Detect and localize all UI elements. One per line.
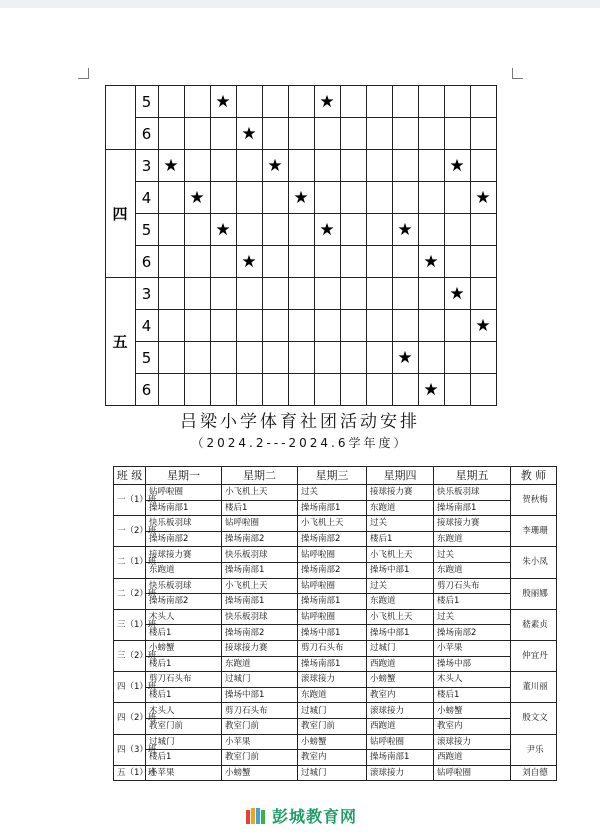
book-logo-icon xyxy=(245,806,267,826)
column-header: 星期五 xyxy=(434,467,511,485)
teacher-cell: 贺秋梅 xyxy=(511,485,557,516)
lesson-number: 6 xyxy=(141,381,152,399)
star-mark: ★ xyxy=(241,252,257,272)
location-cell: 操场南部2 xyxy=(146,594,222,610)
activity-cell: 快乐板羽球 xyxy=(222,547,298,563)
activity-cell: 接球接力赛 xyxy=(367,485,434,501)
teacher-cell: 董川丽 xyxy=(511,672,557,703)
location-cell: 操场南部1 xyxy=(298,594,367,610)
teacher-cell: 尹乐 xyxy=(511,734,557,765)
location-cell: 操场中部 xyxy=(434,656,511,672)
location-cell: 操场南部1 xyxy=(222,562,298,578)
table-row xyxy=(114,594,557,610)
activity-cell: 接球接力赛 xyxy=(222,640,298,656)
lesson-number: 6 xyxy=(141,253,152,271)
star-mark: ★ xyxy=(319,92,335,112)
star-mark: ★ xyxy=(189,188,205,208)
logo-bar xyxy=(246,810,250,824)
location-cell: 操场中部1 xyxy=(222,687,298,703)
table-row xyxy=(114,718,557,734)
table-row xyxy=(114,656,557,672)
activity-cell: 剪刀石头布 xyxy=(434,578,511,594)
class-cell: 四（3）班 xyxy=(114,734,146,765)
activity-cell: 木头人 xyxy=(434,672,511,688)
location-cell: 操场南部2 xyxy=(298,531,367,547)
activity-cell: 接球接力赛 xyxy=(146,547,222,563)
schedule-table xyxy=(113,466,557,781)
location-cell: 东跑道 xyxy=(367,500,434,516)
teacher-cell: 嵇素贞 xyxy=(511,609,557,640)
activity-cell: 过关 xyxy=(434,547,511,563)
location-cell: 东跑道 xyxy=(367,594,434,610)
location-cell: 西跑道 xyxy=(434,750,511,766)
location-cell: 操场南部1 xyxy=(298,500,367,516)
column-header: 星期二 xyxy=(222,467,298,485)
location-cell: 操场南部1 xyxy=(222,594,298,610)
lesson-number: 6 xyxy=(141,125,152,143)
activity-cell: 小苹果 xyxy=(434,640,511,656)
column-header: 班 级 xyxy=(114,467,146,485)
location-cell: 西跑道 xyxy=(367,718,434,734)
table-row xyxy=(114,750,557,766)
activity-cell: 钻呼啦圈 xyxy=(367,734,434,750)
class-cell: 五（1）班 xyxy=(114,765,146,781)
star-mark: ★ xyxy=(241,124,257,144)
logo-bar xyxy=(256,808,260,824)
location-cell: 楼后1 xyxy=(146,625,222,641)
lesson-number: 4 xyxy=(141,317,152,335)
activity-cell: 钻呼啦圈 xyxy=(146,485,222,501)
table-row xyxy=(114,625,557,641)
table-row xyxy=(114,562,557,578)
activity-cell: 过城门 xyxy=(367,640,434,656)
table-row xyxy=(114,516,557,532)
activity-cell: 过关 xyxy=(434,609,511,625)
table-row xyxy=(114,687,557,703)
table-row xyxy=(114,703,557,719)
lesson-number: 3 xyxy=(141,157,152,175)
star-mark: ★ xyxy=(423,252,439,272)
activity-cell: 过城门 xyxy=(298,703,367,719)
location-cell: 楼后1 xyxy=(146,656,222,672)
lesson-number: 5 xyxy=(141,349,152,367)
activity-cell: 木头人 xyxy=(146,609,222,625)
location-cell: 西跑道 xyxy=(367,656,434,672)
location-cell: 操场南部2 xyxy=(222,625,298,641)
activity-cell: 钻呼啦圈 xyxy=(298,578,367,594)
star-mark: ★ xyxy=(319,220,335,240)
activity-cell: 小苹果 xyxy=(222,734,298,750)
teacher-cell: 李珊珊 xyxy=(511,516,557,547)
activity-cell: 钻呼啦圈 xyxy=(298,547,367,563)
location-cell: 教室内 xyxy=(434,718,511,734)
table-row xyxy=(114,640,557,656)
lesson-number: 3 xyxy=(141,285,152,303)
activity-cell: 小飞机上天 xyxy=(367,547,434,563)
star-mark: ★ xyxy=(215,92,231,112)
activity-cell: 小飞机上天 xyxy=(367,609,434,625)
class-cell: 三（2）班 xyxy=(114,640,146,671)
star-mark: ★ xyxy=(293,188,309,208)
activity-cell: 过关 xyxy=(298,485,367,501)
star-mark: ★ xyxy=(267,156,283,176)
location-cell: 教室门前 xyxy=(222,750,298,766)
location-cell: 东跑道 xyxy=(298,687,367,703)
location-cell: 操场南部1 xyxy=(146,500,222,516)
activity-cell: 过关 xyxy=(367,516,434,532)
location-cell: 楼后1 xyxy=(146,687,222,703)
location-cell: 操场南部1 xyxy=(367,750,434,766)
teacher-cell: 刘自德 xyxy=(511,765,557,781)
location-cell: 楼后1 xyxy=(222,500,298,516)
top-toolbar-strip xyxy=(0,0,600,8)
class-cell: 四（2）班 xyxy=(114,703,146,734)
table-row xyxy=(114,765,557,781)
activity-grid xyxy=(105,83,497,403)
location-cell: 东跑道 xyxy=(434,531,511,547)
class-cell: 二（2）班 xyxy=(114,578,146,609)
activity-cell: 钻呼啦圈 xyxy=(298,609,367,625)
page-title: 吕梁小学体育社团活动安排 xyxy=(180,412,420,432)
activity-cell: 小飞机上天 xyxy=(298,516,367,532)
class-cell: 三（1）班 xyxy=(114,609,146,640)
column-header: 教 师 xyxy=(511,467,557,485)
lesson-number: 5 xyxy=(141,221,152,239)
table-row xyxy=(114,734,557,750)
activity-cell: 滚球接力 xyxy=(434,734,511,750)
location-cell: 操场南部2 xyxy=(222,531,298,547)
activity-cell: 小飞机上天 xyxy=(222,485,298,501)
star-mark: ★ xyxy=(397,348,413,368)
location-cell: 操场南部1 xyxy=(434,500,511,516)
location-cell: 东跑道 xyxy=(146,562,222,578)
location-cell: 操场南部2 xyxy=(434,625,511,641)
class-cell: 一（1）班 xyxy=(114,485,146,516)
location-cell: 操场南部1 xyxy=(298,656,367,672)
location-cell: 操场南部2 xyxy=(146,531,222,547)
activity-cell: 快乐板羽球 xyxy=(434,485,511,501)
activity-cell: 过关 xyxy=(367,578,434,594)
star-mark: ★ xyxy=(449,284,465,304)
class-cell: 四（1）班 xyxy=(114,672,146,703)
crop-mark-top-left xyxy=(78,68,89,79)
location-cell: 操场南部2 xyxy=(298,562,367,578)
activity-cell: 快乐板羽球 xyxy=(146,516,222,532)
table-row xyxy=(114,578,557,594)
location-cell: 教室内 xyxy=(367,687,434,703)
activity-cell: 滚球接力 xyxy=(367,703,434,719)
star-mark: ★ xyxy=(215,220,231,240)
grade-label: 五 xyxy=(112,333,128,351)
location-cell: 楼后1 xyxy=(367,531,434,547)
activity-cell: 小螃蟹 xyxy=(222,765,298,781)
star-mark: ★ xyxy=(475,316,491,336)
star-mark: ★ xyxy=(475,188,491,208)
location-cell: 教室门前 xyxy=(298,718,367,734)
location-cell: 东跑道 xyxy=(434,562,511,578)
activity-cell: 小螃蟹 xyxy=(146,640,222,656)
activity-cell: 钻呼啦圈 xyxy=(434,765,511,781)
table-row xyxy=(114,485,557,501)
location-cell: 楼后1 xyxy=(434,687,511,703)
star-mark: ★ xyxy=(163,156,179,176)
column-header: 星期一 xyxy=(146,467,222,485)
location-cell: 楼后1 xyxy=(146,750,222,766)
teacher-cell: 仲宜丹 xyxy=(511,640,557,671)
activity-cell: 快乐板羽球 xyxy=(146,578,222,594)
activity-cell: 木头人 xyxy=(146,703,222,719)
activity-cell: 剪刀石头布 xyxy=(146,672,222,688)
brand-name: 彭城教育网 xyxy=(272,807,358,826)
location-cell: 教室内 xyxy=(298,750,367,766)
activity-cell: 过城门 xyxy=(146,734,222,750)
activity-cell: 过城门 xyxy=(298,765,367,781)
activity-cell: 滚球接力 xyxy=(298,672,367,688)
logo-bar xyxy=(251,808,255,824)
lesson-number: 4 xyxy=(141,189,152,207)
activity-cell: 过城门 xyxy=(222,672,298,688)
column-header: 星期三 xyxy=(298,467,367,485)
activity-cell: 小飞机上天 xyxy=(222,578,298,594)
teacher-cell: 殷丽娜 xyxy=(511,578,557,609)
star-mark: ★ xyxy=(397,220,413,240)
location-cell: 楼后1 xyxy=(434,594,511,610)
table-row xyxy=(114,609,557,625)
class-cell: 一（2）班 xyxy=(114,516,146,547)
teacher-cell: 殷文文 xyxy=(511,703,557,734)
activity-cell: 小螃蟹 xyxy=(298,734,367,750)
table-row xyxy=(114,547,557,563)
teacher-cell: 朱小凤 xyxy=(511,547,557,578)
column-header: 星期四 xyxy=(367,467,434,485)
schedule-header-row xyxy=(114,467,557,485)
activity-cell: 剪刀石头布 xyxy=(222,703,298,719)
grade-label: 四 xyxy=(112,205,128,223)
class-cell: 二（1）班 xyxy=(114,547,146,578)
activity-cell: 快乐板羽球 xyxy=(222,609,298,625)
table-row xyxy=(114,500,557,516)
activity-cell: 滚球接力 xyxy=(367,765,434,781)
activity-cell: 剪刀石头布 xyxy=(298,640,367,656)
location-cell: 东跑道 xyxy=(222,656,298,672)
activity-cell: 接球接力赛 xyxy=(434,516,511,532)
activity-cell: 小苹果 xyxy=(146,765,222,781)
location-cell: 教室门前 xyxy=(222,718,298,734)
table-row xyxy=(114,531,557,547)
location-cell: 操场中部1 xyxy=(367,562,434,578)
page-subtitle: （2024.2---2024.6学年度） xyxy=(191,436,409,450)
activity-cell: 钻呼啦圈 xyxy=(222,516,298,532)
table-row xyxy=(114,672,557,688)
star-mark: ★ xyxy=(449,156,465,176)
crop-mark-top-right xyxy=(512,68,523,79)
activity-cell: 小螃蟹 xyxy=(367,672,434,688)
location-cell: 操场中部1 xyxy=(367,625,434,641)
location-cell: 教室门前 xyxy=(146,718,222,734)
footer-brand xyxy=(245,804,357,827)
lesson-number: 5 xyxy=(141,93,152,111)
location-cell: 操场中部1 xyxy=(298,625,367,641)
activity-cell: 小螃蟹 xyxy=(434,703,511,719)
logo-bar xyxy=(261,810,265,824)
star-mark: ★ xyxy=(423,380,439,400)
